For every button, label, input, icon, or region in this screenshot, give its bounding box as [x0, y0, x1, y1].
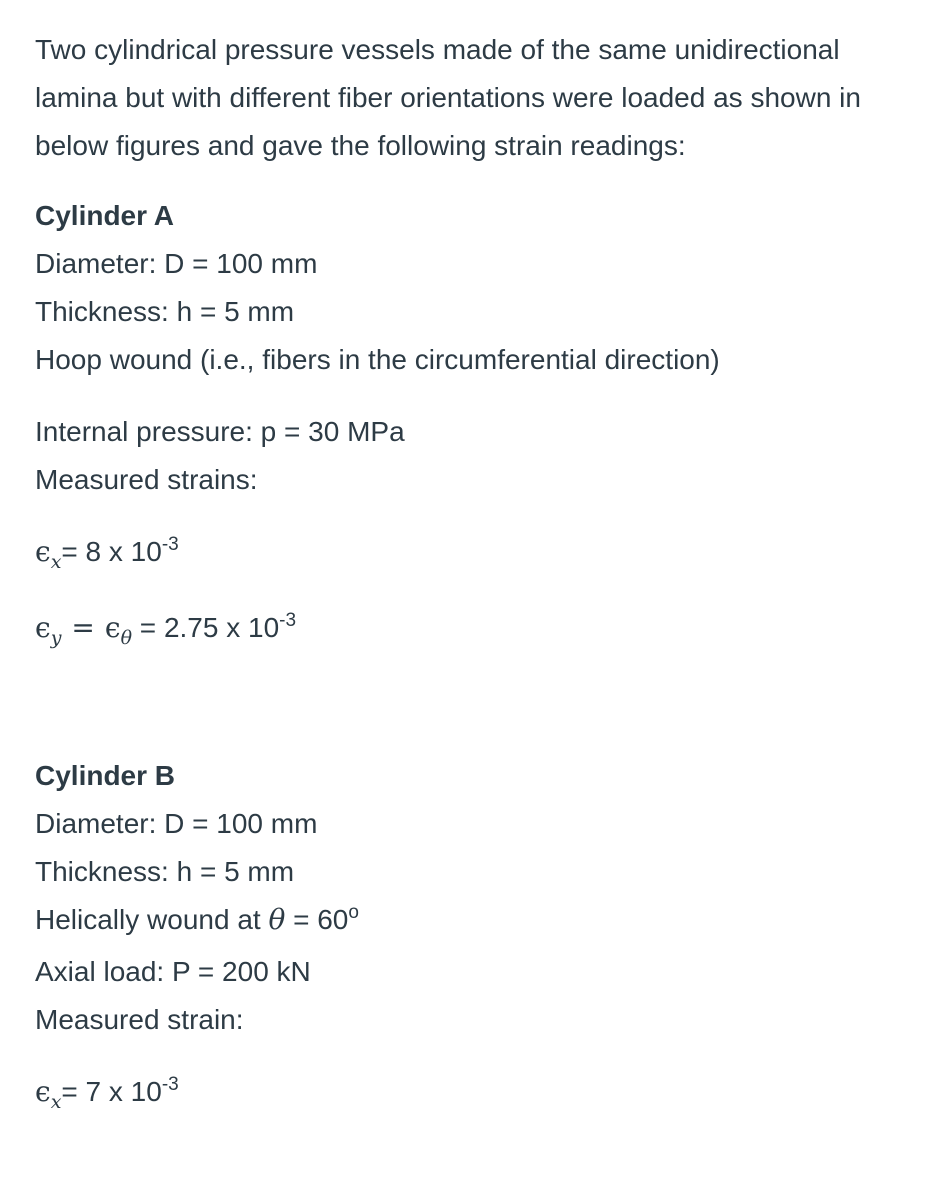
cylinder-b-diameter: Diameter: D = 100 mm: [35, 808, 318, 839]
strain-subscript: x: [50, 1091, 62, 1113]
cylinder-b-axial-load: Axial load: P = 200 kN: [35, 956, 311, 987]
strain-subscript: θ: [120, 627, 133, 649]
epsilon-symbol: ϵ: [104, 611, 121, 644]
cylinder-b-section: [35, 752, 915, 1120]
strain-value: = 7 x 10: [61, 1076, 162, 1107]
strain-subscript: y: [50, 627, 62, 649]
strain-exponent: -3: [161, 1074, 179, 1095]
cylinder-a-strains-label: Measured strains:: [35, 464, 258, 495]
problem-statement: [35, 26, 915, 1120]
cylinder-a-section: [35, 192, 915, 656]
epsilon-symbol: ϵ: [35, 611, 51, 644]
equals-sign: =: [71, 611, 95, 644]
epsilon-symbol: ϵ: [35, 535, 51, 568]
cylinder-a-winding: Hoop wound (i.e., fibers in the circumferential direction): [35, 344, 720, 375]
cylinder-a-title: Cylinder A: [35, 200, 174, 231]
cylinder-a-strain-x: [35, 528, 915, 580]
cylinder-a-diameter: Diameter: D = 100 mm: [35, 248, 318, 279]
winding-angle: = 60: [285, 904, 349, 935]
intro-paragraph: Two cylindrical pressure vessels made of the same unidirectional lamina but with different fiber orientations were loaded as shown in below figures and gave the following strain readings:: [35, 34, 861, 161]
strain-value: = 2.75 x 10: [132, 612, 280, 643]
cylinder-a-pressure: Internal pressure: p = 30 MPa: [35, 416, 405, 447]
degree-symbol: o: [348, 902, 359, 923]
cylinder-b-thickness: Thickness: h = 5 mm: [35, 856, 295, 887]
cylinder-a-strain-y: [35, 604, 915, 656]
cylinder-a-thickness: Thickness: h = 5 mm: [35, 296, 295, 327]
cylinder-b-strain-x: [35, 1068, 915, 1120]
winding-prefix: Helically wound at: [35, 904, 269, 935]
strain-exponent: -3: [279, 610, 297, 631]
strain-subscript: x: [50, 551, 62, 573]
theta-symbol: θ: [268, 903, 286, 936]
strain-exponent: -3: [161, 534, 179, 555]
strain-value: = 8 x 10: [61, 536, 162, 567]
epsilon-symbol: ϵ: [35, 1075, 51, 1108]
cylinder-b-title: Cylinder B: [35, 760, 176, 791]
cylinder-b-strain-label: Measured strain:: [35, 1004, 244, 1035]
cylinder-b-winding: [35, 896, 915, 948]
